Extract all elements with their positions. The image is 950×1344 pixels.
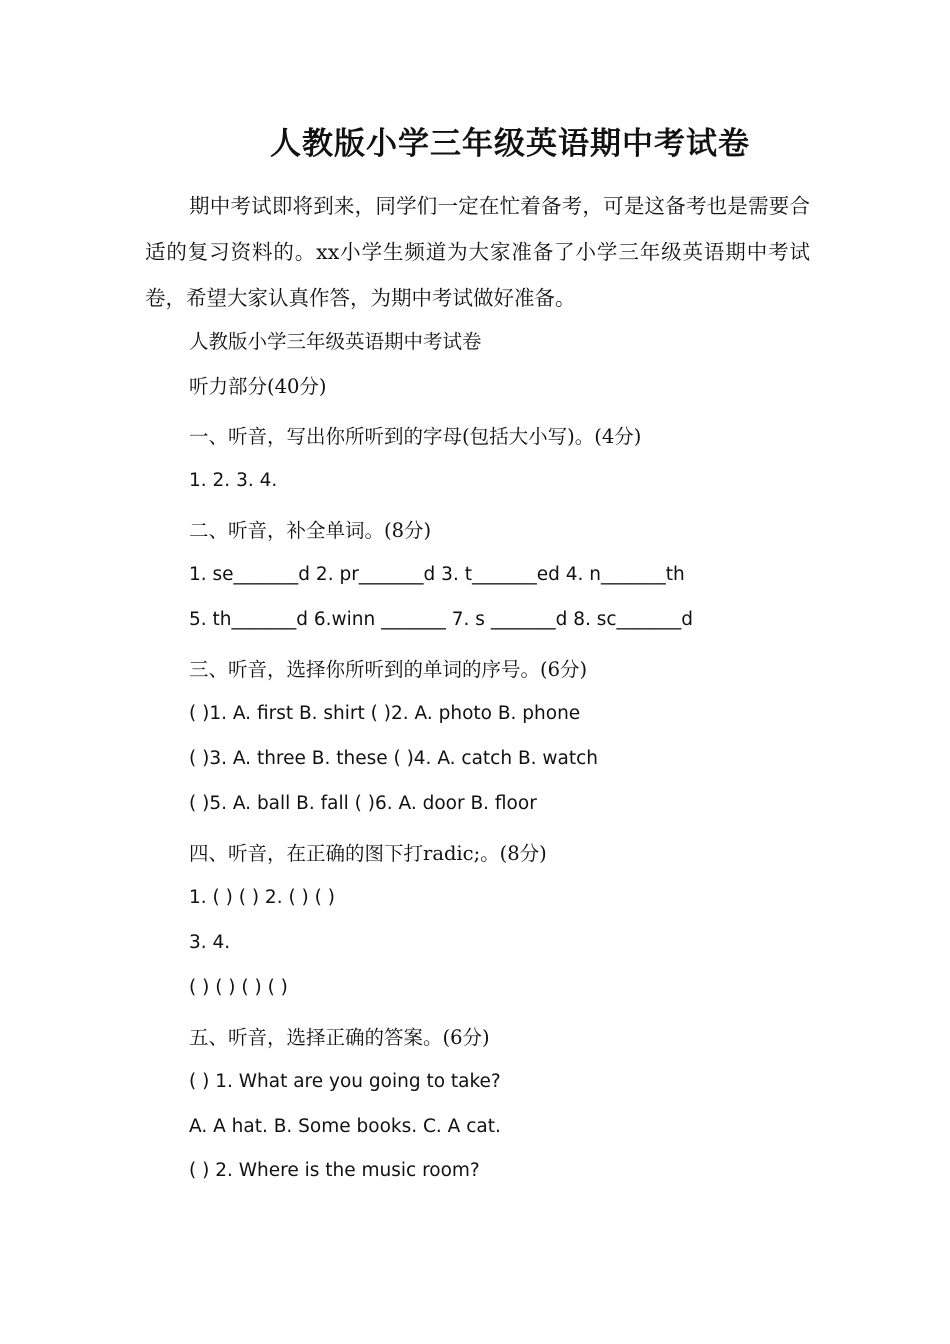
question-line: 1. ( ) ( ) 2. ( ) ( ) (189, 887, 335, 908)
question-heading-3: 三、听音，选择你所听到的单词的序号。(6分) (189, 658, 588, 681)
question-line: ( )3. A. three B. these ( )4. A. catch B. watch (189, 748, 599, 769)
question-line: 1. se_______d 2. pr_______d 3. t_______ed 4. n_______th (189, 564, 685, 585)
question-line: 1. 2. 3. 4. (189, 470, 278, 491)
question-line: ( ) 2. Where is the music room? (189, 1160, 480, 1181)
question-line: ( )5. A. ball B. fall ( )6. A. door B. floor (189, 793, 537, 814)
document-title: 人教版小学三年级英语期中考试卷 (270, 126, 750, 162)
section-heading-listening: 听力部分(40分) (189, 375, 327, 398)
question-line: ( )1. A. first B. shirt ( )2. A. photo B. phone (189, 703, 581, 724)
intro-paragraph: 期中考试即将到来，同学们一定在忙着备考，可是这备考也是需要合适的复习资料的。xx小学生频道为大家准备了小学三年级英语期中考试卷，希望大家认真作答，为期中考试做好准备。 (145, 194, 810, 310)
question-heading-5: 五、听音，选择正确的答案。(6分) (189, 1026, 490, 1049)
question-line: A. A hat. B. Some books. C. A cat. (189, 1116, 501, 1137)
question-heading-2: 二、听音，补全单词。(8分) (189, 519, 432, 542)
question-line: 3. 4. (189, 932, 231, 953)
question-heading-1: 一、听音，写出你所听到的字母(包括大小写)。(4分) (189, 425, 642, 448)
question-line: ( ) 1. What are you going to take? (189, 1071, 501, 1092)
question-line: ( ) ( ) ( ) ( ) (189, 977, 288, 998)
question-heading-4: 四、听音，在正确的图下打radic;。(8分) (189, 842, 547, 865)
subtitle-line: 人教版小学三年级英语期中考试卷 (189, 330, 482, 353)
question-line: 5. th_______d 6.winn _______ 7. s _______d 8. sc_______d (189, 609, 694, 630)
